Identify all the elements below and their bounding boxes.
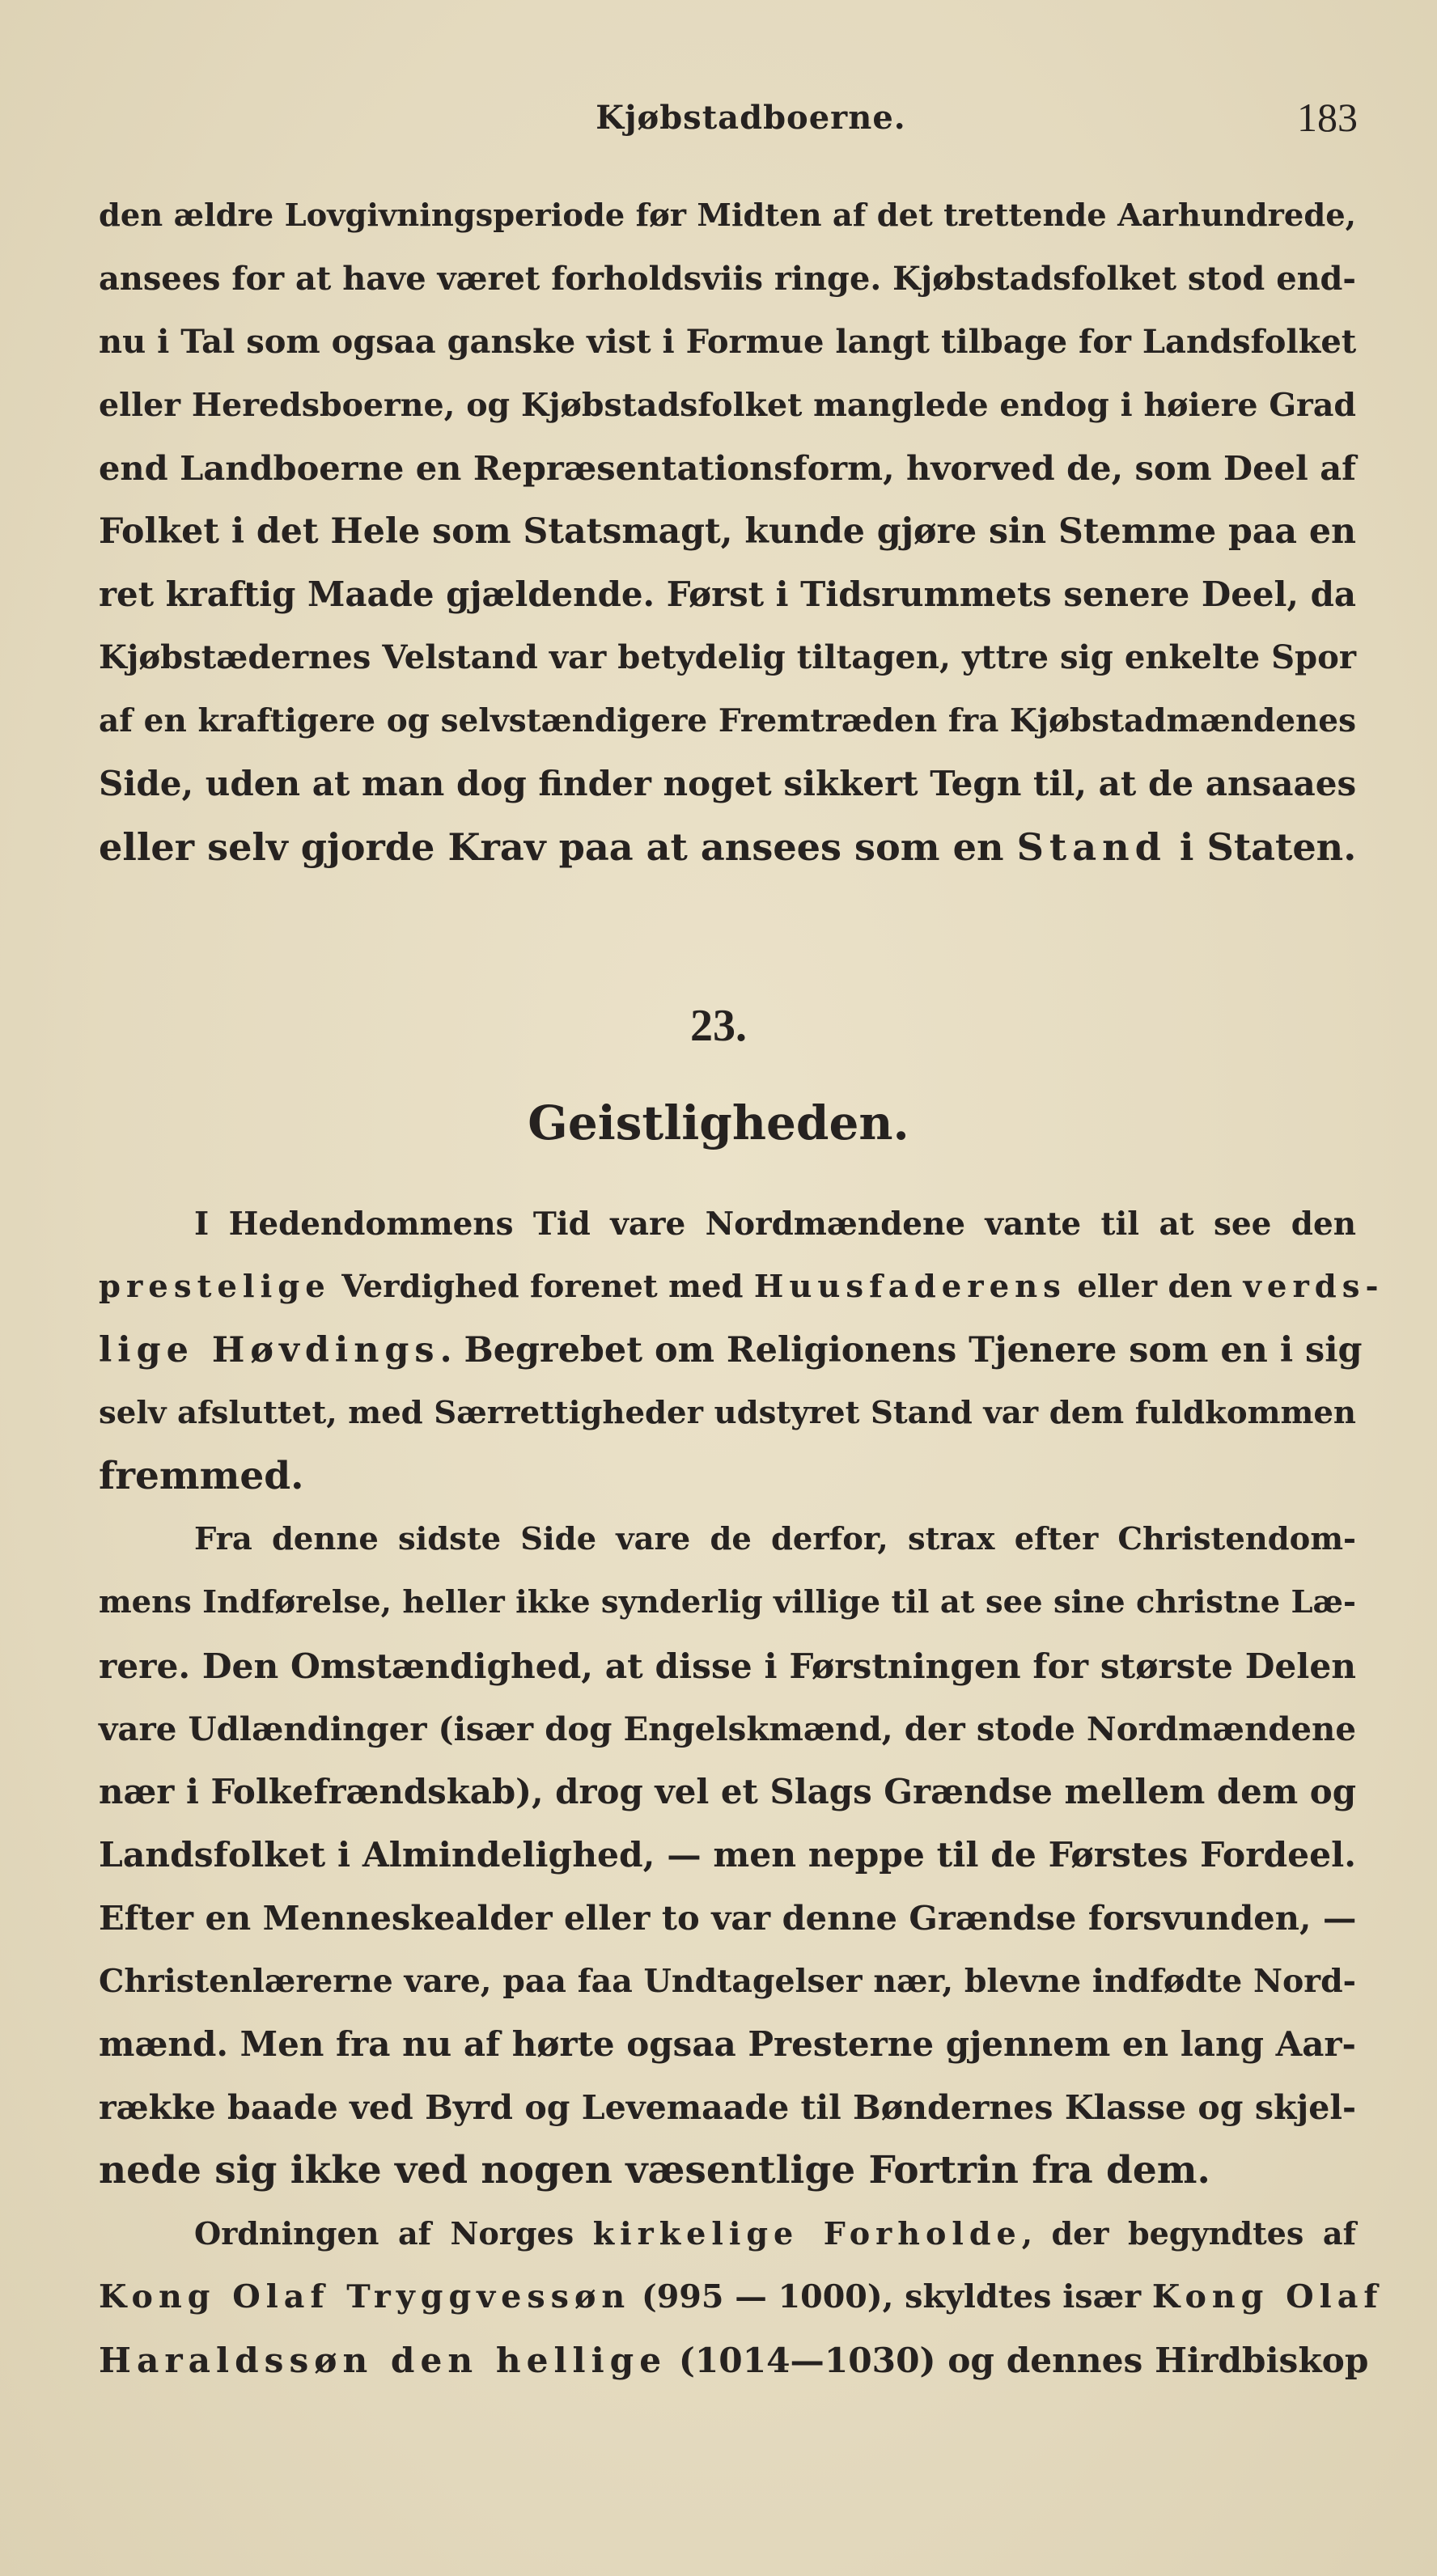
text-fragment: . Begrebet om Religionens Tjenere som en i sig bbox=[439, 1330, 1363, 1371]
page-number: 183 bbox=[1297, 95, 1358, 140]
section-title: Geistligheden. bbox=[528, 1095, 909, 1150]
text-line: nær i Folkefrændskab), drog vel et Slags Grændse mellem dem og bbox=[99, 1772, 1356, 1811]
text-fragment: (1014—1030) og dennes Hirdbiskop bbox=[667, 2340, 1369, 2380]
text-fragment: Verdighed forenet med bbox=[330, 1269, 754, 1305]
spaced-emphasis: lige Høvdings bbox=[99, 1330, 440, 1371]
text-fragment: Ordningen af Norges bbox=[194, 2215, 593, 2252]
text-line: den ældre Lovgivningsperiode før Midten af det trettende Aarhundrede, bbox=[99, 197, 1356, 234]
text-line bbox=[99, 2328, 1369, 2392]
text-fragment: (995 — 1000), skyldtes især bbox=[630, 2278, 1152, 2315]
running-head: Kjøbstadboerne. bbox=[596, 99, 906, 137]
text-line: nede sig ikke ved nogen væsentlige Fortrin fra dem. bbox=[99, 2148, 1210, 2193]
text-line: nu i Tal som ogsaa ganske vist i Formue langt tilbage for Landsfolket bbox=[99, 323, 1357, 361]
text-line: end Landboerne en Repræsentationsform, hvorved de, som Deel af bbox=[99, 448, 1356, 488]
section-number: 23. bbox=[690, 1001, 747, 1051]
text-line: Landsfolket i Almindelighed, — men neppe til de Førstes Fordeel. bbox=[99, 1835, 1357, 1875]
spaced-emphasis: Stand bbox=[1016, 825, 1167, 869]
text-line bbox=[99, 1256, 1384, 1319]
text-line: Christenlærerne vare, paa faa Undtagelser nær, blevne indfødte Nord- bbox=[99, 1963, 1356, 2000]
text-line bbox=[99, 816, 1356, 879]
text-fragment: eller selv gjorde Krav paa at ansees som en bbox=[99, 825, 1017, 869]
text-line: Kjøbstædernes Velstand var betydelig tiltagen, yttre sig enkelte Spor bbox=[99, 638, 1356, 676]
text-fragment: eller den bbox=[1066, 1269, 1244, 1305]
text-line bbox=[99, 1319, 1363, 1382]
text-line: ret kraftig Maade gjældende. Først i Tidsrummets senere Deel, da bbox=[99, 574, 1356, 614]
text-line: I Hedendommens Tid vare Nordmændene vante til at see den bbox=[194, 1205, 1356, 1243]
spaced-emphasis: Kong Olaf Tryggvessøn bbox=[99, 2278, 631, 2315]
spaced-emphasis: verds- bbox=[1243, 1269, 1384, 1305]
text-line: fremmed. bbox=[99, 1454, 304, 1498]
section-body bbox=[99, 1193, 1384, 2392]
text-line: selv afsluttet, med Særrettigheder udstyret Stand var dem fuldkommen bbox=[99, 1395, 1356, 1431]
text-fragment: i Staten. bbox=[1166, 825, 1357, 869]
text-line: Folket i det Hele som Statsmagt, kunde gjøre sin Stemme paa en bbox=[99, 511, 1357, 552]
text-line: rere. Den Omstændighed, at disse i Førstningen for største Delen bbox=[99, 1646, 1356, 1686]
spaced-emphasis: prestelige bbox=[99, 1269, 331, 1305]
text-line: Efter en Menneskealder eller to var denne Grændse forsvunden, — bbox=[99, 1898, 1357, 1938]
text-line: vare Udlændinger (især dog Engelskmænd, der stode Nordmændene bbox=[99, 1710, 1356, 1748]
spaced-emphasis: Kong Olaf bbox=[1151, 2278, 1384, 2315]
paragraph-kjobstad bbox=[99, 184, 1356, 879]
page-header bbox=[0, 91, 1437, 147]
text-line: eller Heredsboerne, og Kjøbstadsfolket manglede endog i høiere Grad bbox=[99, 387, 1356, 424]
text-line bbox=[99, 2202, 1356, 2265]
text-fragment: , der begyndtes af bbox=[1021, 2215, 1356, 2252]
text-line: mænd. Men fra nu af hørte ogsaa Presterne gjennem en lang Aar- bbox=[99, 2024, 1356, 2064]
spaced-emphasis: Haraldssøn den hellige bbox=[99, 2340, 668, 2380]
spaced-emphasis: Huusfaderens bbox=[753, 1269, 1066, 1305]
text-line: ansees for at have været forholdsviis ringe. Kjøbstadsfolket stod end- bbox=[99, 261, 1356, 298]
spaced-emphasis: kirkelige Forholde bbox=[592, 2215, 1022, 2252]
text-line: Fra denne sidste Side vare de derfor, strax efter Christendom- bbox=[194, 1521, 1356, 1557]
text-line: Side, uden at man dog finder noget sikkert Tegn til, at de ansaaes bbox=[99, 764, 1357, 803]
text-line: mens Indførelse, heller ikke synderlig villige til at see sine christne Læ- bbox=[99, 1584, 1356, 1621]
text-line bbox=[99, 2265, 1384, 2328]
text-line: af en kraftigere og selvstændigere Fremtræden fra Kjøbstadmændenes bbox=[99, 702, 1356, 739]
text-line: række baade ved Byrd og Levemaade til Bøndernes Klasse og skjel- bbox=[99, 2087, 1356, 2127]
